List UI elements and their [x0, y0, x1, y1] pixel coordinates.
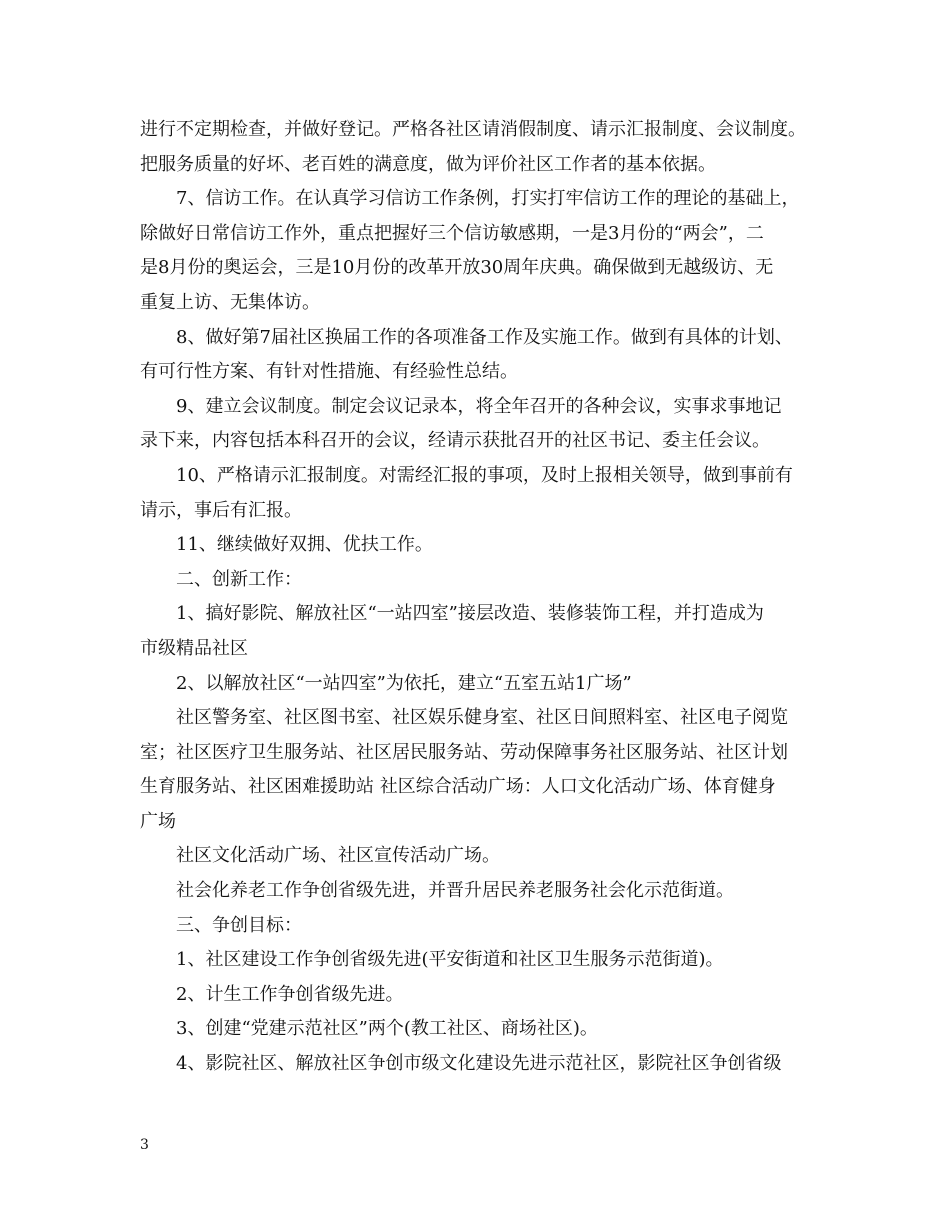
text-line: 4、影院社区、解放社区争创市级文化建设先进示范社区，影院社区争创省级: [140, 1053, 782, 1075]
text-line: 8、做好第7届社区换届工作的各项准备工作及实施工作。做到有具体的计划、: [140, 326, 793, 348]
text-line: 除做好日常信访工作外，重点把握好三个信访敏感期，一是3月份的“两会”，二: [140, 222, 764, 244]
text-line: 有可行性方案、有针对性措施、有经验性总结。: [140, 361, 518, 383]
text-line: 社区文化活动广场、社区宣传活动广场。: [140, 845, 500, 867]
text-line: 是8月份的奥运会，三是10月份的改革开放30周年庆典。确保做到无越级访、无: [140, 257, 774, 279]
text-line: 重复上访、无集体访。: [140, 291, 320, 313]
section-heading: 三、争创目标：: [140, 914, 302, 936]
text-line: 广场: [140, 810, 176, 832]
text-line: 3、创建“党建示范社区”两个(教工社区、商场社区)。: [140, 1018, 598, 1040]
text-line: 社区警务室、社区图书室、社区娱乐健身室、社区日间照料室、社区电子阅览: [140, 707, 788, 729]
text-line: 社会化养老工作争创省级先进，并晋升居民养老服务社会化示范街道。: [140, 880, 734, 902]
text-line: 生育服务站、社区困难援助站 社区综合活动广场：人口文化活动广场、体育健身: [140, 776, 776, 798]
text-line: 把服务质量的好坏、老百姓的满意度，做为评价社区工作者的基本依据。: [140, 153, 716, 175]
text-line: 1、搞好影院、解放社区“一站四室”接层改造、装修装饰工程，并打造成为: [140, 603, 764, 625]
text-line: 11、继续做好双拥、优扶工作。: [140, 534, 433, 556]
text-line: 2、以解放社区“一站四室”为依托，建立“五室五站1广场”: [140, 672, 632, 694]
section-heading: 二、创新工作：: [140, 568, 302, 590]
text-line: 7、信访工作。在认真学习信访工作条例，打实打牢信访工作的理论的基础上，: [140, 188, 800, 210]
text-line: 录下来，内容包括本科召开的会议，经请示获批召开的社区书记、委主任会议。: [140, 430, 770, 452]
body-text: [140, 113, 820, 1082]
text-line: 进行不定期检查，并做好登记。严格各社区请消假制度、请示汇报制度、会议制度。: [140, 119, 806, 140]
page-number: 3: [140, 1137, 149, 1153]
text-line: 9、建立会议制度。制定会议记录本，将全年召开的各种会议，实事求事地记: [140, 395, 782, 417]
text-line: 2、计生工作争创省级先进。: [140, 983, 404, 1005]
text-line: 1、社区建设工作争创省级先进(平安街道和社区卫生服务示范街道)。: [140, 949, 724, 971]
text-line: 室；社区医疗卫生服务站、社区居民服务站、劳动保障事务社区服务站、社区计划: [140, 741, 788, 763]
text-line: 10、严格请示汇报制度。对需经汇报的事项，及时上报相关领导，做到事前有: [140, 464, 793, 486]
text-line: 市级精品社区: [140, 637, 248, 659]
text-line: 请示，事后有汇报。: [140, 499, 302, 521]
